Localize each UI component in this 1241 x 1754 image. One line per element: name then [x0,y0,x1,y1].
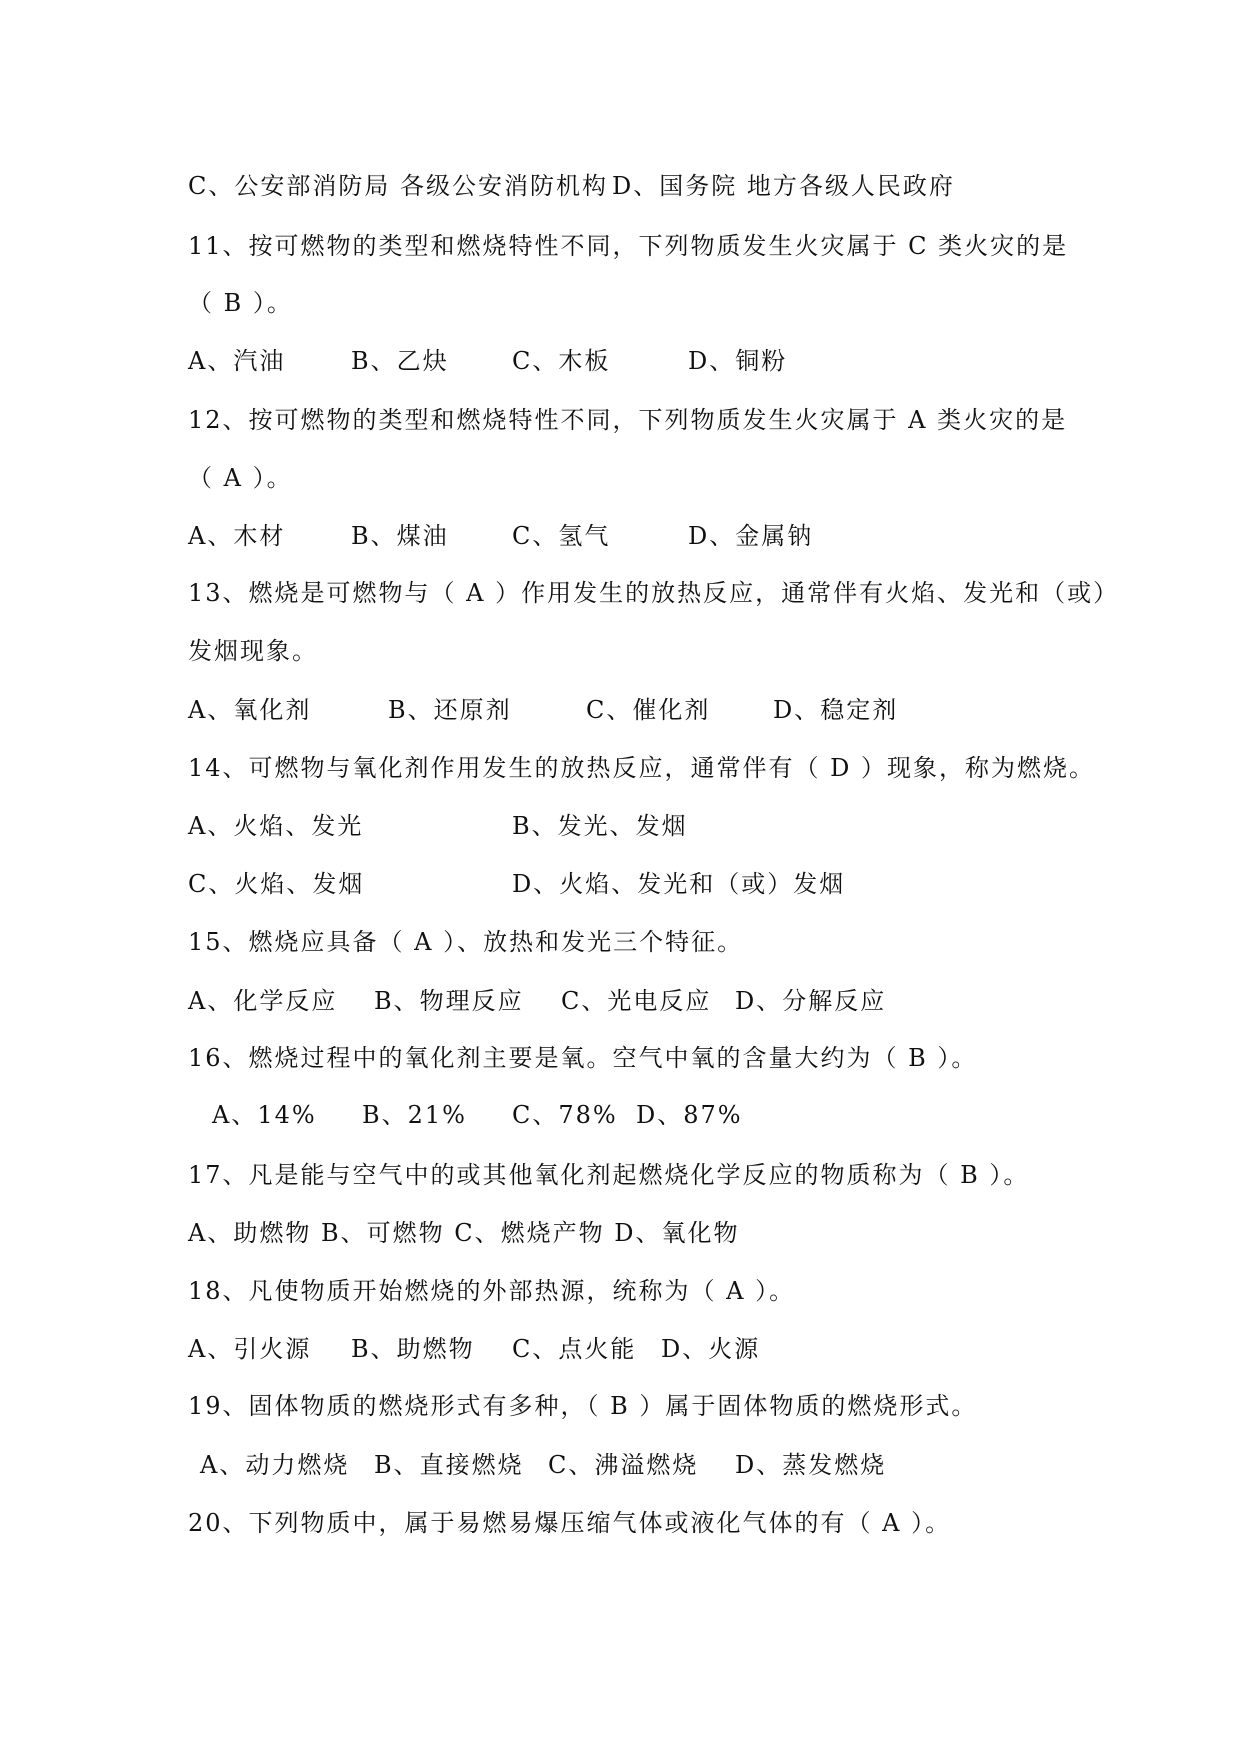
q19-option-d: D、蒸发燃烧 [735,1451,887,1479]
q14-question: 14、可燃物与氧化剂作用发生的放热反应，通常伴有（ D ）现象，称为燃烧。 [188,754,1096,782]
q13-option-a: A、氧化剂 [188,696,312,724]
q19-option-b: B、直接燃烧 [374,1451,524,1479]
q15-option-b: B、物理反应 [374,987,524,1015]
q14-option-d: D、火焰、发光和（或）发烟 [512,870,846,898]
q13-option-d: D、稳定剂 [773,696,899,724]
q12-option-d: D、金属钠 [688,522,814,550]
q18-option-c: C、点火能 [512,1335,637,1363]
q13-question-cont: 发烟现象。 [188,637,318,665]
q12-option-b: B、煤油 [351,522,449,550]
q17-options: A、助燃物 B、可燃物 C、燃烧产物 D、氧化物 [188,1219,740,1247]
q19-question: 19、固体物质的燃烧形式有多种，（ B ）属于固体物质的燃烧形式。 [188,1392,978,1420]
q12-answer: （ A ）。 [188,464,293,492]
q15-option-a: A、化学反应 [188,987,338,1015]
q20-question: 20、下列物质中，属于易燃易爆压缩气体或液化气体的有（ A ）。 [188,1509,952,1537]
q15-option-d: D、分解反应 [735,987,887,1015]
q18-option-a: A、引火源 [188,1335,312,1363]
q13-question: 13、燃烧是可燃物与（ A ）作用发生的放热反应，通常伴有火焰、发光和（或） [188,579,1120,607]
q11-option-d: D、铜粉 [688,347,788,375]
q19-option-c: C、沸溢燃烧 [548,1451,699,1479]
q17-question: 17、凡是能与空气中的或其他氧化剂起燃烧化学反应的物质称为（ B ）。 [188,1161,1030,1189]
q18-question: 18、凡使物质开始燃烧的外部热源，统称为（ A ）。 [188,1277,796,1305]
q18-option-b: B、助燃物 [351,1335,475,1363]
q14-option-a: A、火焰、发光 [188,812,364,840]
q11-option-a: A、汽油 [188,347,286,375]
q19-option-a: A、动力燃烧 [200,1451,350,1479]
q15-question: 15、燃烧应具备（ A ）、放热和发光三个特征。 [188,928,744,956]
q10-option-c: C、公安部消防局 各级公安消防机构 [188,172,608,200]
q16-option-b: B、21% [362,1101,467,1129]
q11-option-c: C、木板 [512,347,611,375]
q12-option-c: C、氢气 [512,522,611,550]
q12-question: 12、按可燃物的类型和燃烧特性不同，下列物质发生火灾属于 A 类火灾的是 [188,406,1068,434]
q16-question: 16、燃烧过程中的氧化剂主要是氧。空气中氧的含量大约为（ B ）。 [188,1044,978,1072]
q16-option-c: C、78% [512,1101,618,1129]
q13-option-b: B、还原剂 [388,696,512,724]
q18-option-d: D、火源 [661,1335,761,1363]
q14-option-c: C、火焰、发烟 [188,870,365,898]
q11-answer: （ B ）。 [188,289,293,317]
q15-option-c: C、光电反应 [561,987,712,1015]
q12-option-a: A、木材 [188,522,286,550]
q11-question: 11、按可燃物的类型和燃烧特性不同，下列物质发生火灾属于 C 类火灾的是 [188,232,1069,260]
q11-option-b: B、乙炔 [351,347,449,375]
q16-option-a: A、14% [212,1101,317,1129]
q14-option-b: B、发光、发烟 [512,812,688,840]
q16-option-d: D、87% [636,1101,743,1129]
q13-option-c: C、催化剂 [586,696,711,724]
q10-option-d: D、国务院 地方各级人民政府 [612,172,955,200]
